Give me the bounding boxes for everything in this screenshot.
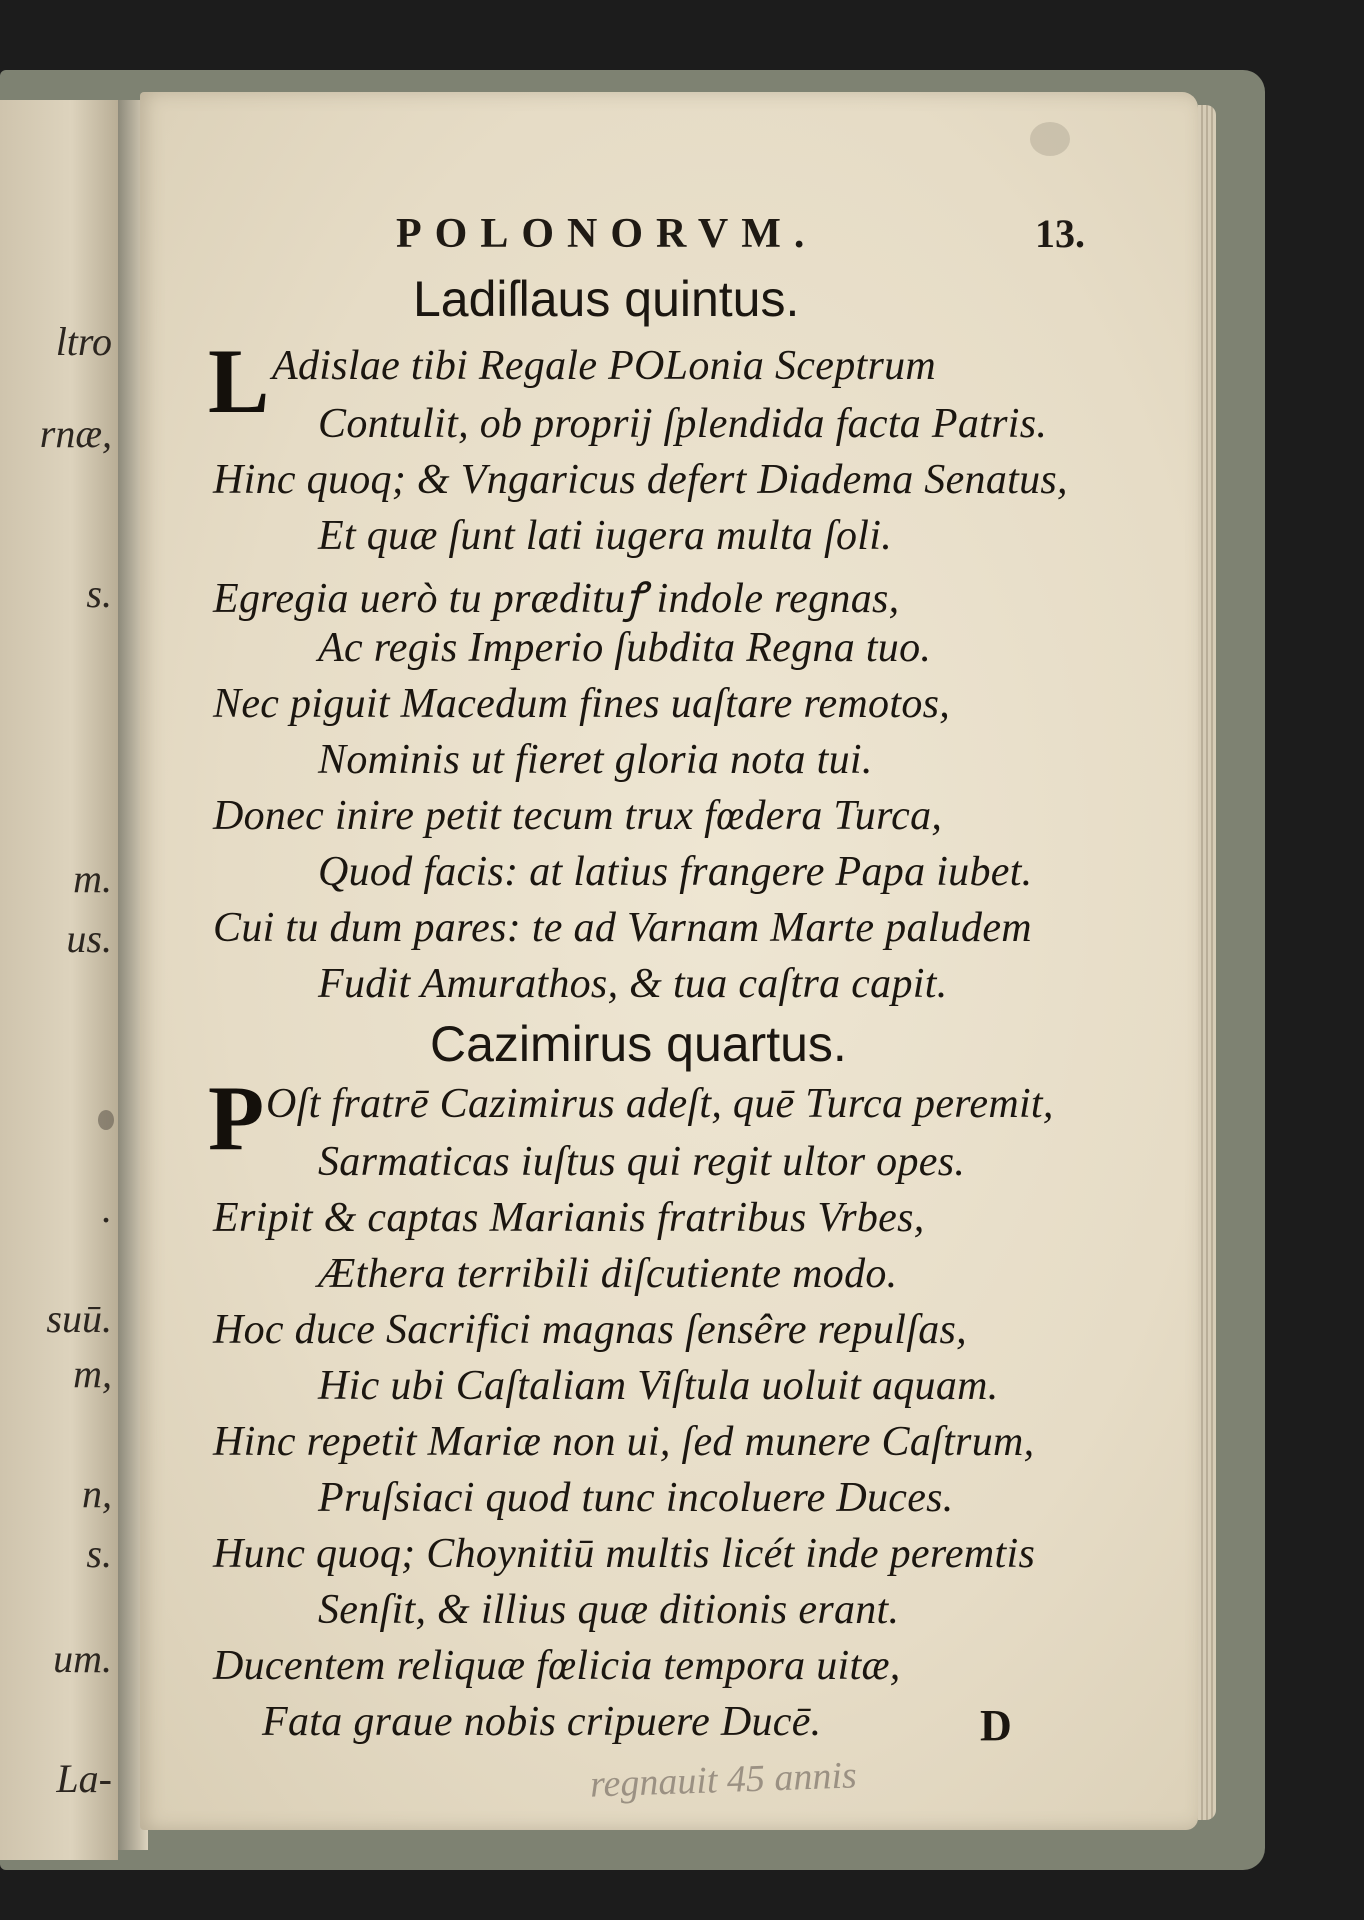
left-page-fragment: m, — [73, 1351, 112, 1396]
verse-line: Hunc quoq; Choynitiū multis licét inde peremtis — [213, 1531, 1036, 1577]
left-page-fragment: us. — [66, 916, 112, 961]
page-edges — [1198, 105, 1216, 1820]
verse-line: Hic ubi Caſtaliam Viſtula uoluit aquam. — [318, 1363, 999, 1409]
left-page — [0, 100, 118, 1860]
left-page-fragment: s. — [86, 1531, 112, 1576]
verse-line: Nec piguit Macedum fines uaſtare remotos, — [213, 681, 951, 727]
verse-line: Fudit Amurathos, & tua caſtra capit. — [318, 961, 948, 1007]
verse-line: Cui tu dum pares: te ad Varnam Marte paludem — [213, 905, 1032, 951]
left-page-fragment: um. — [53, 1636, 112, 1681]
verse-line: Donec inire petit tecum trux fœdera Turca, — [213, 793, 943, 839]
section-heading: Cazimirus quartus. — [430, 1016, 847, 1072]
verse-line: Fata graue nobis cripuere Ducē. — [262, 1699, 822, 1745]
paper-stain — [1030, 122, 1070, 156]
left-page-fragment: La- — [56, 1756, 112, 1801]
verse-line: Ac regis Imperio ſubdita Regna tuo. — [318, 625, 932, 671]
verse-line: Oſt fratrē Cazimirus adeſt, quē Turca peremit, — [266, 1081, 1054, 1127]
verse-line: Pruſsiaci quod tunc incoluere Duces. — [318, 1475, 954, 1521]
section-heading: Ladiſlaus quintus. — [413, 271, 800, 327]
verse-line: Eripit & captas Marianis fratribus Vrbes, — [213, 1195, 925, 1241]
verse-line: Æthera terribili diſcutiente modo. — [318, 1251, 898, 1297]
left-page-fragment: . — [102, 1186, 112, 1231]
signature-mark: D — [980, 1701, 1012, 1750]
left-page-fragment: n, — [82, 1471, 112, 1516]
left-page-fragment: ltro — [55, 319, 112, 364]
verse-line: Quod facis: at latius frangere Papa iubet. — [318, 849, 1033, 895]
verse-line: Adislae tibi Regale POLonia Sceptrum — [272, 343, 937, 389]
verse-line: Sarmaticas iuſtus qui regit ultor opes. — [318, 1139, 966, 1185]
running-head-title: POLONORVM. — [396, 211, 818, 257]
left-page-fragment: suū. — [46, 1296, 112, 1341]
verse-line: Ducentem reliquæ fœlicia tempora uitæ, — [213, 1643, 901, 1689]
left-page-fragment: s. — [86, 571, 112, 616]
verse-line: Hinc quoq; & Vngaricus defert Diadema Senatus, — [213, 457, 1068, 503]
verse-line: Nominis ut fieret gloria nota tui. — [318, 737, 873, 783]
drop-cap: L — [208, 330, 270, 432]
verse-line: Hinc repetit Mariæ non ui, ſed munere Caſtrum, — [213, 1419, 1035, 1465]
verse-line: Egregia uerò tu prædituꝭ indole regnas, — [213, 576, 900, 622]
running-head — [0, 210, 1364, 270]
left-page-fragment: m. — [73, 856, 112, 901]
left-page-fragment: rnæ, — [39, 411, 112, 456]
verse-line: Hoc duce Sacrifici magnas ſensêre repulſas, — [213, 1307, 967, 1353]
ink-stain — [98, 1110, 114, 1130]
verse-line: Contulit, ob proprij ſplendida facta Patris. — [318, 401, 1048, 447]
verse-line: Et quæ ſunt lati iugera multa ſoli. — [318, 513, 893, 559]
page-number: 13. — [1035, 211, 1085, 256]
handwritten-annotation: regnauit 45 annis — [589, 1754, 858, 1806]
drop-cap: P — [208, 1067, 265, 1169]
verse-line: Senſit, & illius quæ ditionis erant. — [318, 1587, 900, 1633]
